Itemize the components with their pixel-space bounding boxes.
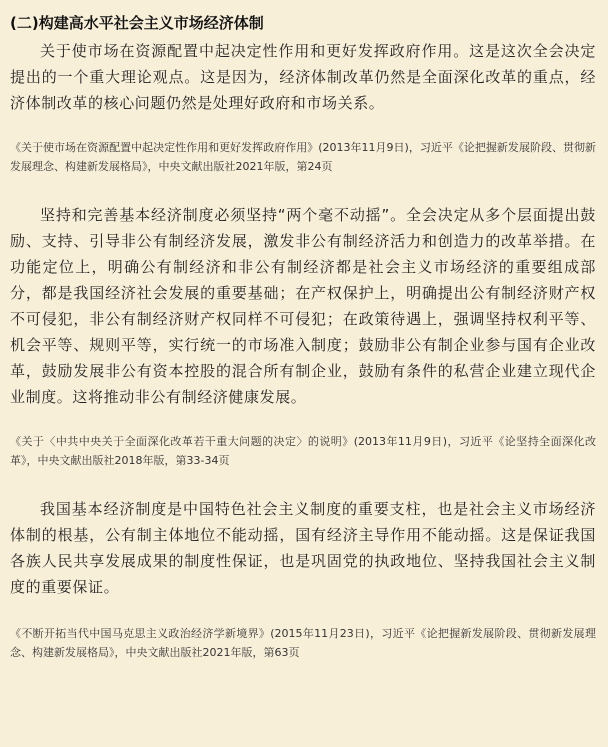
source-citation-1: 《关于使市场在资源配置中起决定性作用和更好发挥政府作用》(2013年11月9日)，习近平《论把握新发展阶段、贯彻新发展理念、构建新发展格局》，中央文献出版社2021年版，第24页 [10, 141, 596, 173]
paragraph-1: 关于使市场在资源配置中起决定性作用和更好发挥政府作用。这是这次全会决定提出的一个重大理论观点。这是因为，经济体制改革仍然是全面深化改革的重点，经济体制改革的核心问题仍然是处理好政府和市场关系。 [10, 42, 596, 112]
paragraph-2: 坚持和完善基本经济制度必须坚持“两个毫不动摇”。全会决定从多个层面提出鼓励、支持、引导非公有制经济发展，激发非公有制经济活力和创造力的改革举措。在功能定位上，明确公有制经济和非公有制经济都是社会主义市场经济的重要组成部分，都是我国经济社会发展的重要基础；在产权保护上，明确提出公有制经济财产权不可侵犯，非公有制经济财产权同样不可侵犯；在政策待遇上，强调坚持权利平等、机会平等、规则平等，实行统一的市场准入制度；鼓励非公有制企业参与国有企业改革，鼓励发展非公有资本控股的混合所有制企业，鼓励有条件的私营企业建立现代企业制度。这将推动非公有制经济健康发展。 [10, 206, 596, 406]
paragraph-3: 我国基本经济制度是中国特色社会主义制度的重要支柱，也是社会主义市场经济体制的根基，公有制主体地位不能动摇，国有经济主导作用不能动摇。这是保证我国各族人民共享发展成果的制度性保证，也是巩固党的执政地位、坚持我国社会主义制度的重要保证。 [10, 500, 596, 596]
section-heading: (二)构建高水平社会主义市场经济体制 [10, 14, 264, 32]
source-citation-2: 《关于〈中共中央关于全面深化改革若干重大问题的决定〉的说明》(2013年11月9日)，习近平《论坚持全面深化改革》，中央文献出版社2018年版，第33-34页 [10, 435, 596, 467]
source-citation-3: 《不断开拓当代中国马克思主义政治经济学新境界》(2015年11月23日)，习近平《论把握新发展阶段、贯彻新发展理念、构建新发展格局》，中央文献出版社2021年版，第63页 [10, 627, 596, 659]
